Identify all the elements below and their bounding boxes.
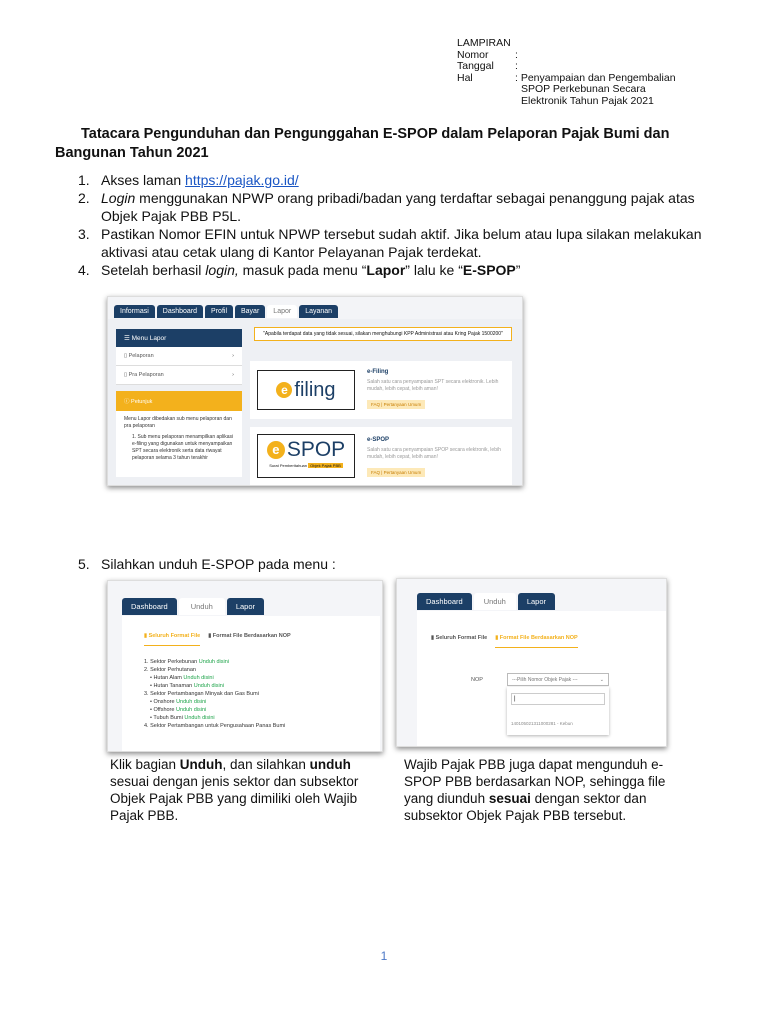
header-row-nomor: Nomor : [457,48,518,61]
step-4: 4. Setelah berhasil login, masuk pada menu “Lapor” lalu ke “E-SPOP” [78,262,521,278]
sector-line: • Tubuh Bumi Unduh disini [150,715,215,721]
screenshot-unduh-nop [396,578,667,747]
sector-line: 3. Sektor Pertambangan Minyak dan Gas Bumi [144,691,259,697]
espop-logo-sub: Surat Pemberitahuan [269,463,307,468]
document-title: Tatacara Pengunduhan dan Pengunggahan E-SPOP dalam Pelaporan Pajak Bumi dan Bangunan Tahun 2021 [55,126,670,161]
header-row-tanggal: Tanggal : [457,60,518,72]
sector-line: 4. Sektor Pertambangan untuk Pengusahaan Panas Bumi [144,723,286,729]
caption-right: Wajib Pajak PBB juga dapat mengunduh e-SPOP PBB berdasarkan NOP, sehingga file yang diunduh sesuai dengan sektor dan subsektor Objek Pajak PBB tersebut. [404,757,666,823]
download-link[interactable]: Unduh disini [175,707,207,713]
header-row-hal: Hal : Penyampaian dan Pengembalian [457,71,676,84]
espop-title: e-SPOP [367,437,390,443]
caption-left: Klik bagian Unduh, dan silahkan unduh sesuai dengan jenis sektor dan subsektor Objek Pajak PBB yang dimiliki oleh Wajib Pajak PBB. [110,757,359,823]
sector-line: • Hutan Tanaman Unduh disini [150,683,224,689]
nop-label: NOP [471,677,483,683]
petunjuk-desc-1: Menu Lapor dibedakan sub menu pelaporan dan pra pelaporan [124,416,232,429]
menu-item-pelaporan[interactable]: ▯ Pelaporan › [116,347,242,366]
chevron-right-icon: › [232,353,234,359]
tab-bayar[interactable]: Bayar [235,305,265,318]
screenshot-lapor-menu [107,296,523,486]
sector-line: 2. Sektor Perhutanan [144,667,196,673]
sector-line: • Hutan Alam Unduh disini [150,675,214,681]
sector-line: • Offshore Unduh disini [150,707,207,713]
espop-logo-sub2: Objek Pajak PBB [310,463,341,468]
pajak-link[interactable]: https://pajak.go.id/ [185,172,299,188]
sector-line: 1. Sektor Perkebunan Unduh disini [144,659,230,665]
chevron-down-icon: ⌄ [599,677,604,683]
e-letter-icon: e [276,382,292,398]
tab-dashboard[interactable]: Dashboard [122,598,177,615]
tab-lapor[interactable]: Lapor [518,593,555,610]
efiling-title: e-Filing [367,369,389,375]
nop-search-input[interactable]: | [511,693,605,705]
menu-icon: ☰ [124,335,132,342]
efiling-desc: Salah satu cara penyampaian SPT secara elektronik. Lebih mudah, lebih cepat, lebih aman! [367,379,499,392]
download-link[interactable]: Unduh disini [184,715,215,721]
espop-desc: Salah satu cara penyampaian SPOP secara elektronik, lebih mudah, lebih cepat, lebih aman! [367,447,501,460]
step-5: 5. Silahkan unduh E-SPOP pada menu : [78,556,336,572]
e-letter-icon: e [267,441,285,459]
info-icon: ⓘ [124,399,132,405]
warning-banner: "Apabila terdapat data yang tidak sesuai, silakan menghubungi KPP Administrasi atau Kring Pajak 1500200" [254,327,512,341]
subtab-all-formats[interactable]: ▮ Seluruh Format File [144,633,200,646]
subtab-by-nop[interactable]: ▮ Format File Berdasarkan NOP [495,635,578,648]
tab-informasi[interactable]: Informasi [114,305,155,318]
espop-card[interactable] [250,427,512,485]
nop-select[interactable]: ---Pilih Nomor Objek Pajak --- ⌄ [507,673,609,686]
download-link[interactable]: Unduh disini [193,683,224,689]
efiling-logo: e filing [257,370,355,410]
step-2: 2. Login menggunakan NPWP orang pribadi/badan yang terdaftar sebagai penanggung pajak atas Objek Pajak PBB P5L. [78,190,695,224]
sector-line: • Onshore Unduh disini [150,699,207,705]
petunjuk-desc-2: 1. Sub menu pelaporan menampilkan aplikasi e-filing yang digunakan untuk menyampaikan SPT secara elektronik serta data riwayat pelaporan selama 3 tahun terakhir [132,434,234,461]
file-icon: ▮ [208,633,213,639]
attachment-header [457,38,711,107]
petunjuk-header: ⓘ Petunjuk [116,391,242,411]
tab-layanan[interactable]: Layanan [299,305,338,318]
tab-dashboard[interactable]: Dashboard [417,593,472,610]
sector-list [144,658,380,730]
hal-cont-2: Elektronik Tahun Pajak 2021 [521,94,654,107]
tab-dashboard[interactable]: Dashboard [157,305,203,318]
espop-faq-button[interactable]: FAQ | Pertanyaan Umum [367,468,425,477]
efiling-faq-button[interactable]: FAQ | Pertanyaan Umum [367,400,425,409]
page-number: 1 [380,949,388,963]
download-link[interactable]: Unduh disini [183,675,214,681]
hal-cont-1: SPOP Perkebunan Secara [521,83,646,95]
tab-profil[interactable]: Profil [205,305,233,318]
screenshot-unduh-all [107,580,383,752]
download-link[interactable]: Unduh disini [176,699,207,705]
nop-option[interactable]: 140105021311000281 - Kebun [511,721,573,726]
file-icon: ▮ [144,633,149,639]
file-icon: ▮ [495,635,500,641]
subtab-all-formats[interactable]: ▮ Seluruh Format File [431,635,488,641]
step-1: 1. Akses laman https://pajak.go.id/ [78,172,299,188]
chevron-right-icon: › [232,372,234,378]
tab-lapor[interactable]: Lapor [227,598,264,615]
lampiran-label: LAMPIRAN [457,37,511,49]
menu-item-pra-pelaporan[interactable]: ▯ Pra Pelaporan › [116,366,242,385]
step-3: 3. Pastikan Nomor EFIN untuk NPWP tersebut sudah aktif. Jika belum atau lupa silakan melakukan aktivasi atau cetak ulang di Kantor Pelayanan Pajak terdekat. [78,226,702,260]
steps-list [78,171,718,279]
menu-lapor-header: ☰ Menu Lapor [116,329,242,347]
steps-list-5 [78,555,718,573]
file-icon: ▯ [124,353,129,359]
espop-logo: e SPOP Surat Pemberitahuan Objek Pajak PBB [257,434,355,478]
subtab-by-nop[interactable]: ▮ Format File Berdasarkan NOP [208,633,291,639]
download-link[interactable]: Unduh disini [198,659,230,665]
tab-unduh[interactable]: Unduh [179,598,225,615]
tab-unduh[interactable]: Unduh [474,593,516,610]
nop-dropdown [507,687,609,735]
tab-lapor[interactable]: Lapor [267,305,297,318]
efiling-card[interactable] [250,361,512,419]
file-icon: ▮ [431,635,436,641]
file-icon: ▯ [124,372,129,378]
